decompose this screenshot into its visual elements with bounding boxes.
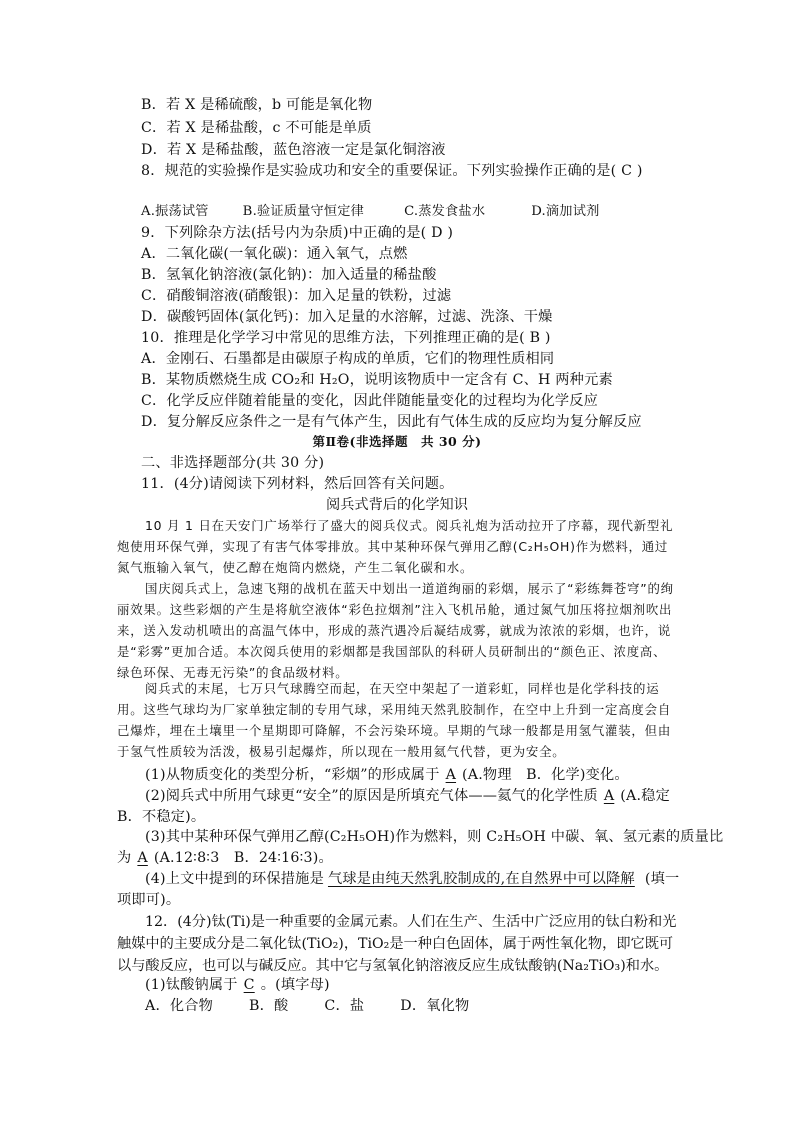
q9-option-c: C．硝酸铜溶液(硝酸银)：加入足量的铁粉，过滤: [141, 288, 452, 304]
q12-options: [145, 996, 505, 1016]
q11-sub2-answer: A: [603, 788, 615, 804]
q8-option-b: B.验证质量守恒定律: [242, 204, 365, 219]
article-paragraph-2: 国庆阅兵式上，急速飞翔的战机在蓝天中划出一道道绚丽的彩烟，展示了“彩练舞苍穹”的绚丽效果。这些彩烟的产生是将航空液体“彩色拉烟剂”注入飞机吊舱，通过氮气加压将拉烟剂吹出来，送入发动机喷出的高温气体中，形成的蒸汽遇冷后凝结成雾，就成为浓浓的彩烟，也许，说是“彩雾”更加合适。本次阅兵使用的彩烟都是我国部队的科研人员研制出的“颜色正、浓度高、绿色环保、无毒无污染”的食品级材料。: [117, 581, 674, 680]
q11-stem: 11．(4分)请阅读下列材料，然后回答有关问题。: [141, 476, 454, 492]
q12-text: 12．(4分)钛(Ti)是一种重要的金属元素。人们在生产、生活中广泛应用的钛白粉和光触媒中的主要成分是二氧化钛(TiO₂)，TiO₂是一种白色固体，属于两性氧化物，即它既可以与酸反应，也可以与碱反应。其中它与氢氧化钠溶液反应生成钛酸钠(Na₂TiO₃)和水。: [117, 914, 677, 974]
q11-sub3: (3)其中某种环保气弹用乙醇(C₂H₅OH)作为燃料，则 C₂H₅OH 中碳、氧、氢元素的质量比: [145, 829, 724, 845]
part2-heading: 二、非选择题部分(共 30 分): [141, 455, 325, 471]
section-heading: 第Ⅱ卷(非选择题 共 30 分): [312, 434, 482, 449]
q10-stem: 10．推理是化学学习中常见的思维方法，下列推理正确的是( B ): [141, 330, 551, 346]
q9-option-b: B．氢氧化钠溶液(氯化钠)：加入适量的稀盐酸: [141, 267, 437, 283]
q11-sub4-answer: 气球是由纯天然乳胶制成的,在自然界中可以降解: [327, 871, 635, 887]
q11-sub4: [145, 869, 679, 889]
q8-option-d: D.滴加试剂: [531, 204, 600, 219]
q11-sub4-tail: (填一: [644, 871, 680, 887]
q8-options: [141, 202, 635, 222]
q12-option-c: C．盐: [324, 998, 365, 1014]
q12-option-d: D．氧化物: [400, 998, 470, 1014]
q11-sub3-cont: [117, 848, 333, 868]
q9-option-a: A．二氧化碳(一氧化碳)：通入氧气，点燃: [141, 246, 408, 262]
q7-option-b: B．若 X 是稀硫酸，b 可能是氧化物: [141, 97, 373, 113]
q10-option-d: D．复分解反应条件之一是有气体产生，因此有气体生成的反应均为复分解反应: [141, 414, 642, 430]
q12-sub1-text: (1)钛酸钠属于: [145, 977, 238, 993]
q8-stem: 8．规范的实验操作是实验成功和安全的重要保证。下列实验操作正确的是( C ): [141, 163, 643, 179]
q12-option-a: A．化合物: [145, 998, 213, 1014]
q11-sub3-prefix: 为: [117, 850, 132, 866]
q8-option-a: A.振荡试管: [141, 204, 209, 219]
q12-sub1: [145, 975, 330, 995]
q11-sub1: [145, 765, 629, 785]
q12-option-b: B．酸: [249, 998, 289, 1014]
q10-option-a: A．金刚石、石墨都是由碳原子构成的单质，它们的物理性质相同: [141, 351, 555, 367]
q7-option-d: D．若 X 是稀盐酸，蓝色溶液一定是氯化铜溶液: [141, 142, 446, 158]
q11-sub2-text: (2)阅兵式中所用气球更“安全”的原因是所填充气体——氦气的化学性质: [145, 788, 598, 804]
q11-sub1-text: (1)从物质变化的类型分析，“彩烟”的形成属于: [145, 767, 440, 783]
q11-sub2-tail: (A.稳定: [620, 788, 670, 804]
q12-sub1-answer: C: [243, 977, 255, 993]
article-title: 阅兵式背后的化学知识: [326, 497, 468, 513]
q9-option-d: D．碳酸钙固体(氯化钙)：加入足量的水溶解，过滤、洗涤、干燥: [141, 309, 553, 325]
q7-option-c: C．若 X 是稀盐酸，c 不可能是单质: [141, 120, 372, 136]
article-paragraph-3: 阅兵式的末尾，七万只气球腾空而起，在天空中架起了一道彩虹，同样也是化学科技的运用。这些气球均为厂家单独定制的专用气球，采用纯天然乳胶制作，在空中上升到一定高度会自己爆炸，埋在土壤里一个星期即可降解，不会污染环境。早期的气球一般都是用氢气灌装，但由于氢气性质较为活泼，极易引起爆炸，所以现在一般用氦气代替，更为安全。: [117, 681, 672, 759]
q8-option-c: C.蒸发食盐水: [404, 204, 486, 219]
q11-sub4-cont: 项即可)。: [117, 892, 181, 908]
q11-sub4-text: (4)上文中提到的环保措施是: [145, 871, 324, 887]
q11-sub2-cont: B．不稳定)。: [117, 809, 206, 825]
q9-stem: 9．下列除杂方法(括号内为杂质)中正确的是( D ): [141, 225, 454, 241]
q11-sub1-answer: A: [445, 767, 457, 783]
q11-sub1-tail: (A.物理 B．化学)变化。: [462, 767, 629, 783]
q10-option-c: C．化学反应伴随着能量的变化，因此伴随能量变化的过程均为化学反应: [141, 393, 599, 409]
q11-sub3-answer: A: [137, 850, 148, 866]
q10-option-b: B．某物质燃烧生成 CO₂和 H₂O，说明该物质中一定含有 C、H 两种元素: [141, 372, 613, 388]
article-paragraph-1: 10 月 1 日在天安门广场举行了盛大的阅兵仪式。阅兵礼炮为活动拉开了序幕，现代新型礼炮使用环保气弹，实现了有害气体零排放。其中某种环保气弹用乙醇(C₂H₅OH)作为燃料，通过氮气瓶输入氧气，使乙醇在炮筒内燃烧，产生二氧化碳和水。: [117, 518, 674, 575]
q11-sub2: [145, 786, 670, 806]
q12-sub1-tail: 。(填字母): [260, 977, 330, 993]
q11-sub3-tail: (A.12∶8∶3 B．24∶16∶3)。: [153, 850, 333, 866]
